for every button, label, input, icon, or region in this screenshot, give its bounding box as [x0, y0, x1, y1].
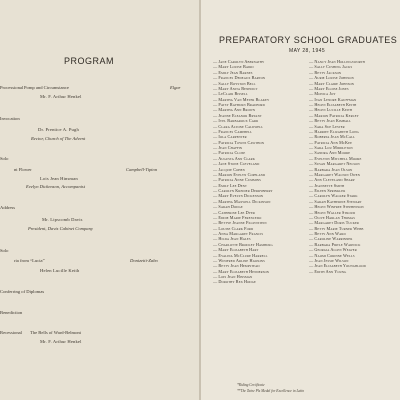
graduate-name: — Marion Evelyn Copeland — [213, 171, 266, 177]
graduate-name: — Sarah Dodge — [213, 204, 243, 210]
graduate-name: — Clara Altone Caldwell — [213, 123, 264, 129]
invocation-label: Invocation — [0, 116, 20, 121]
graduate-name: — Susan Margaret Nelson — [309, 161, 360, 167]
program-page — [0, 0, 199, 400]
graduate-name: — Mary Elizabeth Hart — [213, 247, 259, 253]
graduate-column-2 — [309, 59, 397, 274]
graduate-name: — Marion Patricia Kerley — [309, 112, 359, 118]
graduate-name: — Aurie Louise Johnson — [309, 75, 354, 81]
graduate-name: — Barbara Jean Olson — [309, 166, 353, 172]
graduate-name: — Iola Carpenter — [213, 134, 247, 140]
recessional-label: Recessional — [0, 330, 22, 335]
processional-label: Processional — [0, 85, 24, 90]
graduate-name: — Sara Sue Lester — [309, 123, 345, 129]
graduate-name: — Augusta Ann Clark — [213, 155, 256, 161]
graduate-name: — Helen Winfree Stephenson — [309, 204, 364, 210]
graduate-name: — Sandra Ann Moore — [309, 150, 351, 156]
graduate-name: — Winifred Arline Hawkins — [213, 257, 265, 263]
address-title: President, Davis Cabinet Company — [28, 226, 93, 231]
graduate-name: — Betty Jean Kimball — [309, 118, 352, 124]
footnote-riding: *Riding Certificate — [237, 383, 265, 387]
graduate-name: — Carolyn Walker Stark — [309, 193, 358, 199]
graduate-name: — Betty Jean Hempstead — [213, 263, 260, 269]
graduate-name: — Sarah Katherine Stewart — [309, 198, 362, 204]
address-speaker: Mr. Lipscomb Davis — [42, 217, 83, 222]
diplomas-label: Conferring of Diplomas — [0, 289, 45, 294]
graduate-name: — Ann Cleveland Sharp — [309, 177, 355, 183]
graduate-name: — Mary Elizabeth Henderson — [213, 268, 270, 274]
solo-piece: nt Flower — [14, 167, 32, 172]
graduate-name: — Patricia Towns Cawthon — [213, 139, 265, 145]
graduate-name: — Georgia Allen Weaver — [309, 247, 357, 253]
graduate-name: — Ivan Lenore Kauffman — [309, 96, 357, 102]
graduate-name: — Hilda Jean Hales — [213, 236, 251, 242]
graduate-name: — Jean Elizabeth Youngblood — [309, 263, 366, 269]
graduate-name: — Jane Carolyn Abernathy — [213, 59, 265, 64]
graduate-name: — Caroline Warrinner — [309, 236, 353, 242]
graduate-name: — Frances Campbell — [213, 128, 253, 134]
graduate-name: — Roberta Jean McCall — [309, 134, 355, 140]
graduate-name: — Sally Royston Bell — [213, 80, 256, 86]
solo2-label: Solo — [0, 248, 9, 253]
graduate-name: — Betty Jackson — [309, 69, 342, 75]
graduate-name: — Mary Louise Baird — [213, 64, 254, 70]
graduate-name: — Ivel Barbaroux Carr — [213, 118, 259, 124]
graduate-name: — Jeannette Smith — [309, 182, 345, 188]
graduate-name: — Mary Claire Johnson — [309, 80, 355, 86]
benediction-label: Benediction — [0, 310, 23, 315]
graduate-name: — Jean Chaffin — [213, 145, 243, 150]
solo2-singer: Helen Lucille Keith — [40, 268, 80, 273]
recessional-piece: The Bells of Ward-Belmont — [30, 330, 81, 335]
processional-performer: Mr. F. Arthur Henkel — [40, 94, 82, 99]
graduate-column-1 — [213, 59, 297, 285]
graduate-name: — Evalina McClure Harrell — [213, 252, 268, 258]
solo-singer: Lois Jean Hinsman — [40, 176, 78, 181]
processional-piece: Pomp and Circumstance — [24, 85, 69, 90]
graduate-name: — Emily Jean Barnes — [213, 69, 253, 75]
graduate-name: — Emily Lee Dent — [213, 182, 247, 188]
graduate-name: — Frances Dedeaux Barton — [213, 75, 266, 81]
graduate-name: — Jeanne Eleanor Bryant — [213, 112, 262, 118]
graduate-name: — Charlotte Brodley Hamburg — [213, 241, 273, 247]
solo-accompanist: Evelyn Dickenson, Accompanist — [26, 184, 85, 189]
graduate-name: — Evelynn Mitchell Moore — [309, 155, 362, 161]
solo2-composer: Donizetti-Zabo — [130, 258, 158, 263]
graduate-name: — Jean Jessie Wilson — [309, 257, 349, 263]
graduation-date: MAY 28, 1945 — [289, 48, 326, 54]
graduate-name: — Patsy Rayburn Bradford — [213, 102, 265, 107]
graduate-name: — Margaret Doris Tucker — [309, 220, 360, 226]
graduates-title: PREPARATORY SCHOOL GRADUATES — [219, 35, 398, 45]
graduate-name: — Naomi Corinne Wells — [309, 252, 355, 258]
solo-composer: Campbell-Tipton — [126, 167, 158, 172]
graduate-name: — Jacquie Cohen — [213, 166, 245, 172]
graduate-name: — Monica Joy — [309, 91, 336, 97]
graduate-name: — Betty Marie Turner Webb — [309, 225, 364, 231]
graduate-name: — Eddie Marie Ferencedo — [213, 214, 262, 220]
address-label: Address — [0, 205, 16, 210]
graduate-name: — Patricia Close — [213, 150, 246, 156]
graduates-page — [201, 0, 400, 400]
graduate-name: — Louise Clark Ford — [213, 225, 254, 231]
graduate-name: — Lois Jean Hinsman — [213, 274, 253, 279]
graduate-name: — Carolyn Kreider Derryberry — [213, 188, 273, 193]
graduate-name: — Patricia Ann McKee — [309, 139, 353, 145]
graduate-name: — Mary Eloise Jones — [309, 85, 349, 91]
recessional-performer: Mr. F. Arthur Henkel — [40, 339, 82, 344]
graduate-name: — Edith Ann Young — [309, 268, 347, 274]
graduate-name: — Helen Waller Stroud — [309, 209, 356, 215]
graduate-name: — Helen Elizabeth Keith — [309, 102, 357, 107]
graduate-name: — Martha Maxwell Dickinson — [213, 198, 271, 204]
graduate-name: — Dorothy Rex Hodge — [213, 279, 256, 285]
graduate-name: — Eileen Sprinkler — [309, 188, 346, 193]
graduate-name: — Barbara Pirtle Warwick — [309, 241, 361, 247]
graduate-name: — Margaret Walton Owen — [309, 171, 360, 177]
footnote-latin-medal: **The Taine Pls Medal for Excellence in Latin — [237, 389, 305, 393]
graduate-name: — Mary Evelyn Dickenson — [213, 193, 264, 199]
invocation-title: Rector, Church of The Advent — [31, 136, 86, 141]
graduate-name: — LeClair Bissell — [213, 91, 248, 97]
invocation-speaker: Dr. Prentice A. Pugh — [38, 127, 79, 132]
graduate-name: — Nancy Jean Hollingsworth — [309, 59, 365, 64]
graduate-name: — Martha Van Meter Blakey — [213, 96, 270, 102]
solo-label: Solo — [0, 156, 9, 161]
graduate-name: — Sara Lou Middleton — [309, 145, 353, 150]
graduate-name: — Olive Harlan Thomas — [309, 214, 355, 220]
processional-composer: Elgar — [170, 85, 181, 90]
graduate-name: — Patricia Anne Cummins — [213, 177, 261, 183]
solo2-piece: ria from “Lucia” — [14, 258, 45, 263]
graduate-name: — Sally Cushing Jacks — [309, 64, 353, 70]
graduate-name: — Bettye Jeanne Fillenstein — [213, 220, 267, 226]
graduate-name: — Helen Lucille Keith — [309, 107, 353, 113]
graduate-name: — Jane Stone Cleveland — [213, 161, 260, 167]
graduate-name: — Anna Margaret Francis — [213, 231, 264, 236]
graduate-name: — Martha Ann Brown — [213, 107, 256, 113]
program-title: PROGRAM — [64, 56, 115, 66]
graduate-name: — Catherine Lee Dyer — [213, 209, 256, 215]
graduate-name: — Harriet Elizabeth Long — [309, 128, 359, 134]
graduate-name: — Betty Ann Ward — [309, 231, 346, 236]
graduate-name: — Mary Anita Benedict — [213, 85, 258, 91]
